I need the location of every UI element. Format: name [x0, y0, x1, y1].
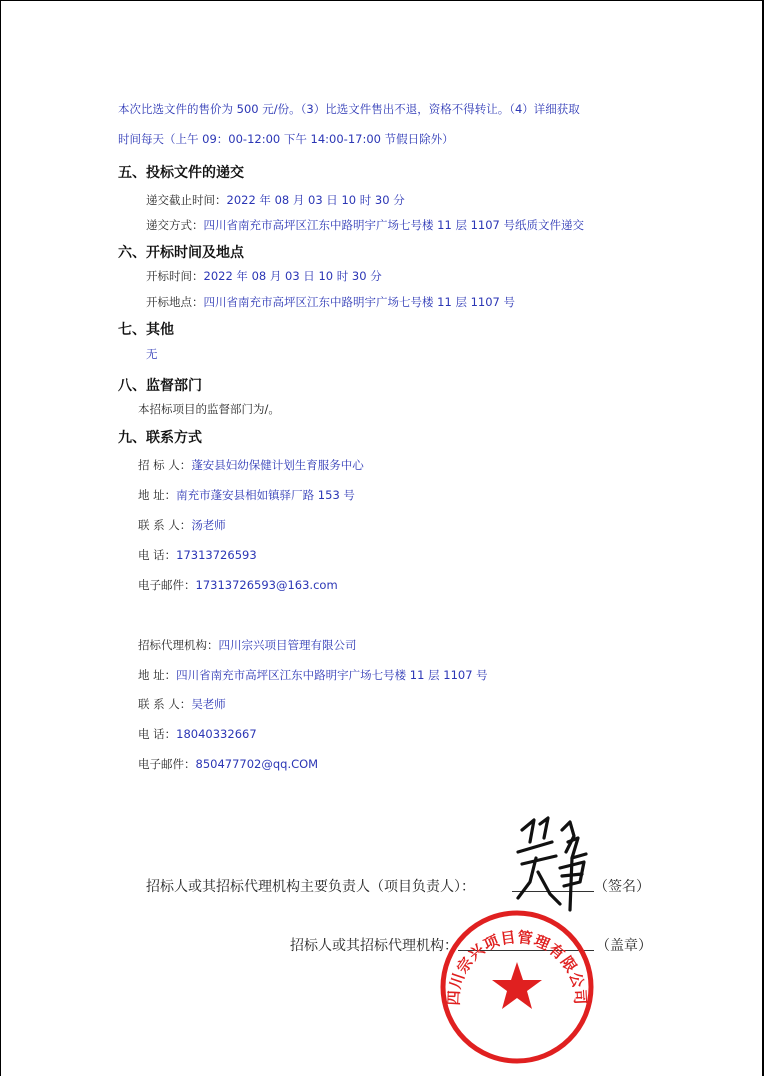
deadline-value: 2022 年 08 月 03 日 10 时 30 分 [226, 193, 405, 207]
agency-email-label: 电子邮件： [138, 757, 196, 771]
agency-addr-label: 地 址： [138, 668, 177, 682]
open-place-label: 开标地点： [146, 295, 204, 309]
method-label: 递交方式： [146, 218, 204, 232]
company-seal [436, 906, 598, 1068]
page-border-top [0, 0, 764, 1]
tenderer-phone-row [138, 547, 257, 563]
open-place-value: 四川省南充市高坪区江东中路明宇广场七号楼 11 层 1107 号 [203, 295, 516, 309]
agency-contact-value: 吴老师 [191, 697, 226, 711]
agency-contact-row [138, 696, 226, 712]
tenderer-email-row [138, 577, 338, 593]
tenderer-email-value: 17313726593@163.com [195, 578, 338, 592]
agency-email-value: 850477702@qq.COM [195, 757, 319, 771]
agency-addr-value: 四川省南充市高坪区江东中路明宇广场七号楼 11 层 1107 号 [176, 668, 488, 682]
tenderer-contact-row [138, 517, 226, 533]
seal-text: 四川宗兴项目管理有限公司 [444, 928, 590, 1006]
method-value: 四川省南充市高坪区江东中路明宇广场七号楼 11 层 1107 号纸质文件递交 [203, 218, 585, 232]
seal-suffix: （盖章） [596, 938, 652, 954]
method-row [146, 217, 584, 233]
open-time-value: 2022 年 08 月 03 日 10 时 30 分 [203, 269, 382, 283]
tenderer-name-row [138, 457, 364, 473]
open-time-label: 开标时间： [146, 269, 204, 283]
deadline-label: 递交截止时间： [146, 193, 227, 207]
page-border-left [0, 0, 1, 1076]
tenderer-name-label: 招 标 人： [138, 458, 192, 472]
other-content: 无 [146, 347, 158, 361]
agency-name-label: 招标代理机构： [138, 638, 219, 652]
open-time-row [146, 268, 382, 284]
sign-suffix: （签名） [594, 879, 650, 895]
star-icon [492, 962, 542, 1009]
section5-heading: 五、投标文件的递交 [118, 165, 244, 181]
tenderer-name-value: 蓬安县妇幼保健计划生育服务中心 [191, 458, 364, 472]
agency-name-row [138, 637, 357, 653]
tenderer-phone-label: 电 话： [138, 548, 177, 562]
agency-phone-value: 18040332667 [176, 727, 257, 741]
agency-phone-row [138, 726, 257, 742]
tenderer-addr-value: 南充市蓬安县相如镇驿厂路 153 号 [176, 488, 355, 502]
tenderer-addr-row [138, 487, 355, 503]
section8-heading: 八、监督部门 [118, 378, 202, 394]
supervision-content: 本招标项目的监督部门为/。 [138, 402, 280, 416]
deadline-row [146, 192, 405, 208]
open-place-row [146, 294, 515, 310]
section7-heading: 七、其他 [118, 322, 174, 338]
agency-phone-label: 电 话： [138, 727, 177, 741]
tenderer-addr-label: 地 址： [138, 488, 177, 502]
agency-addr-row [138, 667, 488, 683]
agency-email-row [138, 756, 318, 772]
section6-heading: 六、开标时间及地点 [118, 245, 244, 261]
seal-label: 招标人或其招标代理机构： [290, 938, 458, 954]
tenderer-contact-label: 联 系 人： [138, 518, 192, 532]
tenderer-phone-value: 17313726593 [176, 548, 257, 562]
intro-line-1: 本次比选文件的售价为 500 元/份。（3）比选文件售出不退，资格不得转让。（4）详细获取 [118, 102, 580, 116]
sign-label: 招标人或其招标代理机构主要负责人（项目负责人）： [146, 879, 475, 895]
tenderer-contact-value: 汤老师 [191, 518, 226, 532]
agency-name-value: 四川宗兴项目管理有限公司 [218, 638, 357, 652]
section9-heading: 九、联系方式 [118, 430, 202, 446]
tenderer-email-label: 电子邮件： [138, 578, 196, 592]
agency-contact-label: 联 系 人： [138, 697, 192, 711]
intro-line-2: 时间每天（上午 09：00-12:00 下午 14:00-17:00 节假日除外） [118, 132, 454, 146]
